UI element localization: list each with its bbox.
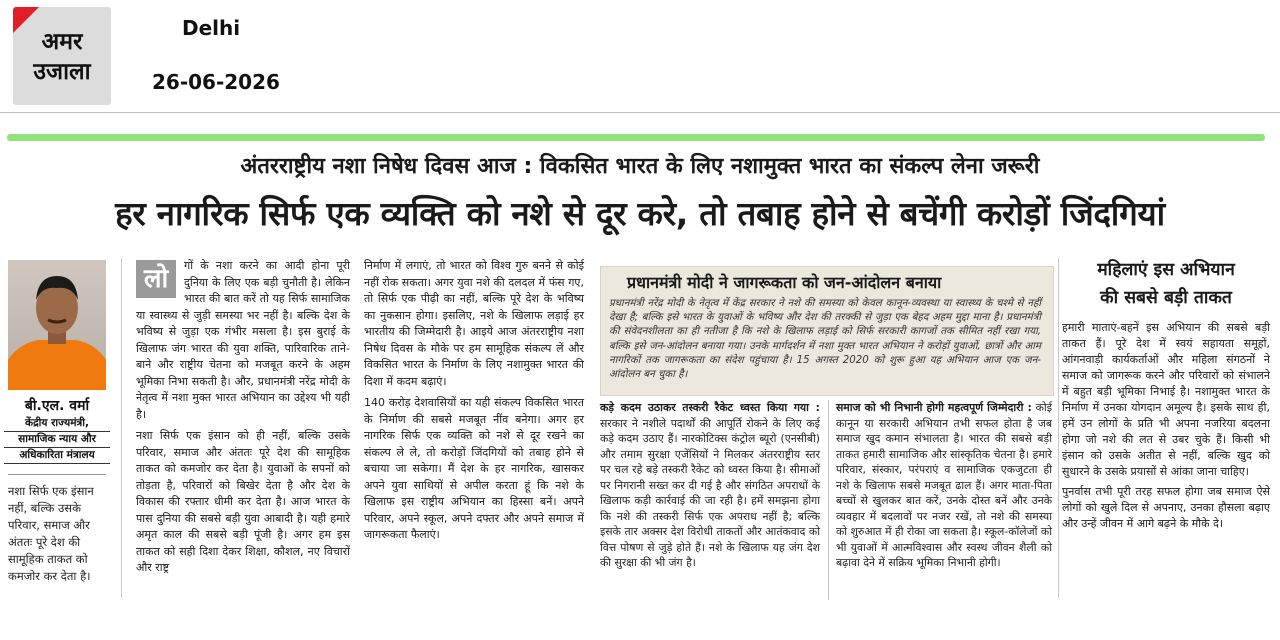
column-2-paragraph-2: 140 करोड़ देशवासियों का यही संकल्प विकसित भारत के निर्माण की सबसे मजबूत नींव बनेगा। अगर हर नागरिक सिर्फ एक व्यक्ति को नशे से दूर रखने का संकल्प ले ले, तो करोड़ों जिंदगियों को तबाह होने से बचाया जा सकेगा। मैं देश के हर नागरिक, खासकर अपने युवा साथियों से अपील करता हूं कि नशे के खिलाफ इस राष्ट्रीय अभियान का हिस्सा बनें। अपने परिवार, अपने स्कूल, अपने दफ्तर और अपने समाज में जागरूकता फैलाएं। [364,396,584,541]
column-1-paragraph-1 [136,258,350,423]
column-1-paragraph-2: नशा सिर्फ एक इंसान को ही नहीं, बल्कि उसके परिवार, समाज और अंततः पूरे देश की सामूहिक ताकत को कमजोर कर देता है। युवाओं के सपनों को तोड़ता है, परिवारों को बिखेर देता है और देश के विकास की रफ्तार धीमी कर देता है। आज भारत के पास दुनिया की सबसे बड़ी युवा आबादी है। यही हमारे अमृत काल की सबसे बड़ी पूंजी है। अगर हम इस ताकत को सही दिशा देकर शिक्षा, कौशल, नए विचारों और राष्ट्र [136,429,350,574]
side-paragraph-2: पुनर्वास तभी पूरी तरह सफल होगा जब समाज ऐसे लोगों को खुले दिल से अपनाए, उनका हौसला बढ़ाए और उन्हें जीवन में आगे बढ़ने के मौके दे। [1062,485,1270,530]
author-name: बी.एल. वर्मा [24,398,90,414]
side-column [1062,320,1270,536]
article-column-3 [600,400,820,571]
article-column-4 [836,400,1052,571]
newspaper-logo [13,7,111,105]
article-kicker: अंतरराष्ट्रीय नशा निषेध दिवस आज : विकसित भारत के लिए नशामुक्त भारत का संकल्प लेना जरूरी [240,154,1040,179]
column-4-lead: समाज को भी निभानी होगी महत्वपूर्ण जिम्मेदारी : [836,401,1032,414]
column-divider [1058,258,1059,598]
quote-divider [8,474,106,475]
author-title-line3: अधिकारिता मंत्रालय [4,448,110,464]
column-3-lead: कड़े कदम उठाकर तस्करी रैकेट ध्वस्त किया गया : [600,401,820,414]
pull-quote: नशा सिर्फ एक इंसान नहीं, बल्कि उसके परिवार, समाज और अंततः पूरे देश की सामूहिक ताकत को कमजोर कर देता है। [8,484,94,583]
box-body: प्रधानमंत्री नरेंद्र मोदी के नेतृत्व में केंद्र सरकार ने नशे की समस्या को केवल कानून-व्यवस्था या स्वास्थ्य के चश्मे से नहीं देखा है; बल्कि इसे भारत के युवाओं के भविष्य और देश की तरक्की से जुड़ा एक बेहद अहम मुद्दा माना है। प्रधानमंत्री की संवेदनशीलता का ही नतीजा है कि नशे के खिलाफ लड़ाई को सिर्फ सरकारी कागजों तक सीमित नहीं रखा गया, बल्कि इसे जन-आंदोलन बनाया गया। उनके मार्गदर्शन में नशा मुक्त भारत अभियान ने करोड़ों युवाओं, छात्रों और आम नागरिकों तक जागरूकता का संदेश पहुंचाया है। 15 अगस्त 2020 को शुरू हुआ यह अभियान आज एक जन-आंदोलन बन चुका है। [609,298,1041,381]
side-heading-line1: महिलाएं इस अभियान [1097,260,1235,280]
article-headline: हर नागरिक सिर्फ एक व्यक्ति को नशे से दूर करे, तो तबाह होने से बचेंगी करोड़ों जिंदगियां [115,194,1165,233]
logo-text-line2: उजाला [33,58,91,85]
side-heading [1062,256,1270,312]
author-title-line1: केंद्रीय राज्यमंत्री, [4,416,110,432]
article-column-1 [136,258,350,582]
header-divider [0,112,1280,113]
dropcap: लो [136,260,176,298]
box-title: प्रधानमंत्री मोदी ने जागरूकता को जन-आंदोलन बनाया [627,273,942,292]
green-rule [7,134,1265,141]
edition-city: Delhi [182,16,241,40]
column-4-text: कोई कानून या सरकारी अभियान तभी सफल होता है जब समाज खुद कमान संभालता है। भारत की सबसे बड़ी ताकत हमारी सामाजिक और सांस्कृतिक चेतना है। हमारे परिवार, संस्कार, परंपराएं व सामाजिक एकजुटता ही नशे के खिलाफ सबसे मजबूत ढाल हैं। अगर माता-पिता बच्चों से खुलकर बात करें, उनके दोस्त बनें और उनके व्यवहार में बदलावों पर नजर रखें, तो नशे की समस्या को शुरुआत में ही रोका जा सकता है। स्कूल-कॉलेजों को भी युवाओं में आत्मविश्वास और स्वस्थ जीवन शैली को बढ़ावा देने में सक्रिय भूमिका निभानी होगी। [836,401,1052,569]
author-title [4,416,110,464]
column-3-text: सरकार ने नशीले पदार्थों की आपूर्ति रोकने के लिए कई कड़े कदम उठाए हैं। नारकोटिक्स कंट्रोल ब्यूरो (एनसीबी) और तमाम सुरक्षा एजेंसियों ने मिलकर अंतरराष्ट्रीय स्तर पर चल रहे बड़े तस्करी रैकेट को ध्वस्त किया है। सीमाओं पर निगरानी सख्त कर दी गई है और संगठित अपराधों के खिलाफ कड़ी कार्रवाई की जा रही है। हमें समझना होगा कि नशे की तस्करी सिर्फ एक अपराध नहीं है; बल्कि इसके तार अक्सर देश विरोधी ताकतों और आतंकवाद को वित्त पोषण से जुड़े होते हैं। नशे के खिलाफ यह जंग देश की सुरक्षा की भी जंग है। [600,416,820,569]
side-heading-line2: की सबसे बड़ी ताकत [1100,288,1232,308]
column-1-text-1: गों के नशा करने का आदी होना पूरी दुनिया के लिए एक बड़ी चुनौती है। लेकिन भारत की बात करें तो यह सिर्फ सामाजिक या स्वास्थ्य से जुड़ी समस्या भर नहीं है। बल्कि देश के भविष्य से जुड़ा एक गंभीर मसला है। इस बुराई के खिलाफ जंग भारत की युवा शक्ति, पारिवारिक ताने-बाने और राष्ट्रीय चेतना को मजबूत करने के अहम भूमिका निभा सकती है। और, प्रधानमंत्री नरेंद्र मोदी के नेतृत्व में नशा मुक्त भारत अभियान का उद्देश्य भी यही है। [136,259,350,421]
logo-text-line1: अमर [41,28,83,55]
column-2-paragraph-1: निर्माण में लगाएं, तो भारत को विश्व गुरु बनने से कोई नहीं रोक सकता। अगर युवा नशे की दलदल में फंस गए, तो सिर्फ एक पीढ़ी का नहीं, बल्कि पूरे देश के भविष्य का नुकसान होगा। इसलिए, नशे के खिलाफ लड़ाई हर भारतीय की जिम्मेदारी है। आइये आज अंतरराष्ट्रीय नशा निषेध दिवस के मौके पर हम सामूहिक संकल्प लें और विकसित भारत के निर्माण के लिए नशामुक्त भारत की दिशा में कदम बढ़ाएं। [364,259,584,388]
author-photo [8,260,106,390]
column-divider [121,258,122,598]
author-title-line2: सामाजिक न्याय और [4,432,110,448]
article-column-2 [364,258,584,549]
edition-date: 26-06-2026 [152,70,280,94]
side-paragraph-1: हमारी माताएं-बहनें इस अभियान की सबसे बड़ी ताकत हैं। पूरे देश में स्वयं सहायता समूहों, आंगनवाड़ी कार्यकर्ताओं और महिला संगठनों ने समाज को जागरूक करने और परिवारों को संभालने में बहुत बड़ी भूमिका निभाई है। नशामुक्त भारत के निर्माण में उनका योगदान अमूल्य है। इसके साथ ही, हमें उन लोगों के प्रति भी अपना नजरिया बदलना होगा जो नशे की लत से उबर चुके हैं। किसी भी इंसान को उसके अतीत से नहीं, बल्कि खुद को सुधारने के उसके प्रयासों से आंका जाना चाहिए। [1062,321,1270,478]
column-divider [828,400,829,600]
author-portrait-icon [8,260,106,390]
highlight-box [600,266,1054,396]
